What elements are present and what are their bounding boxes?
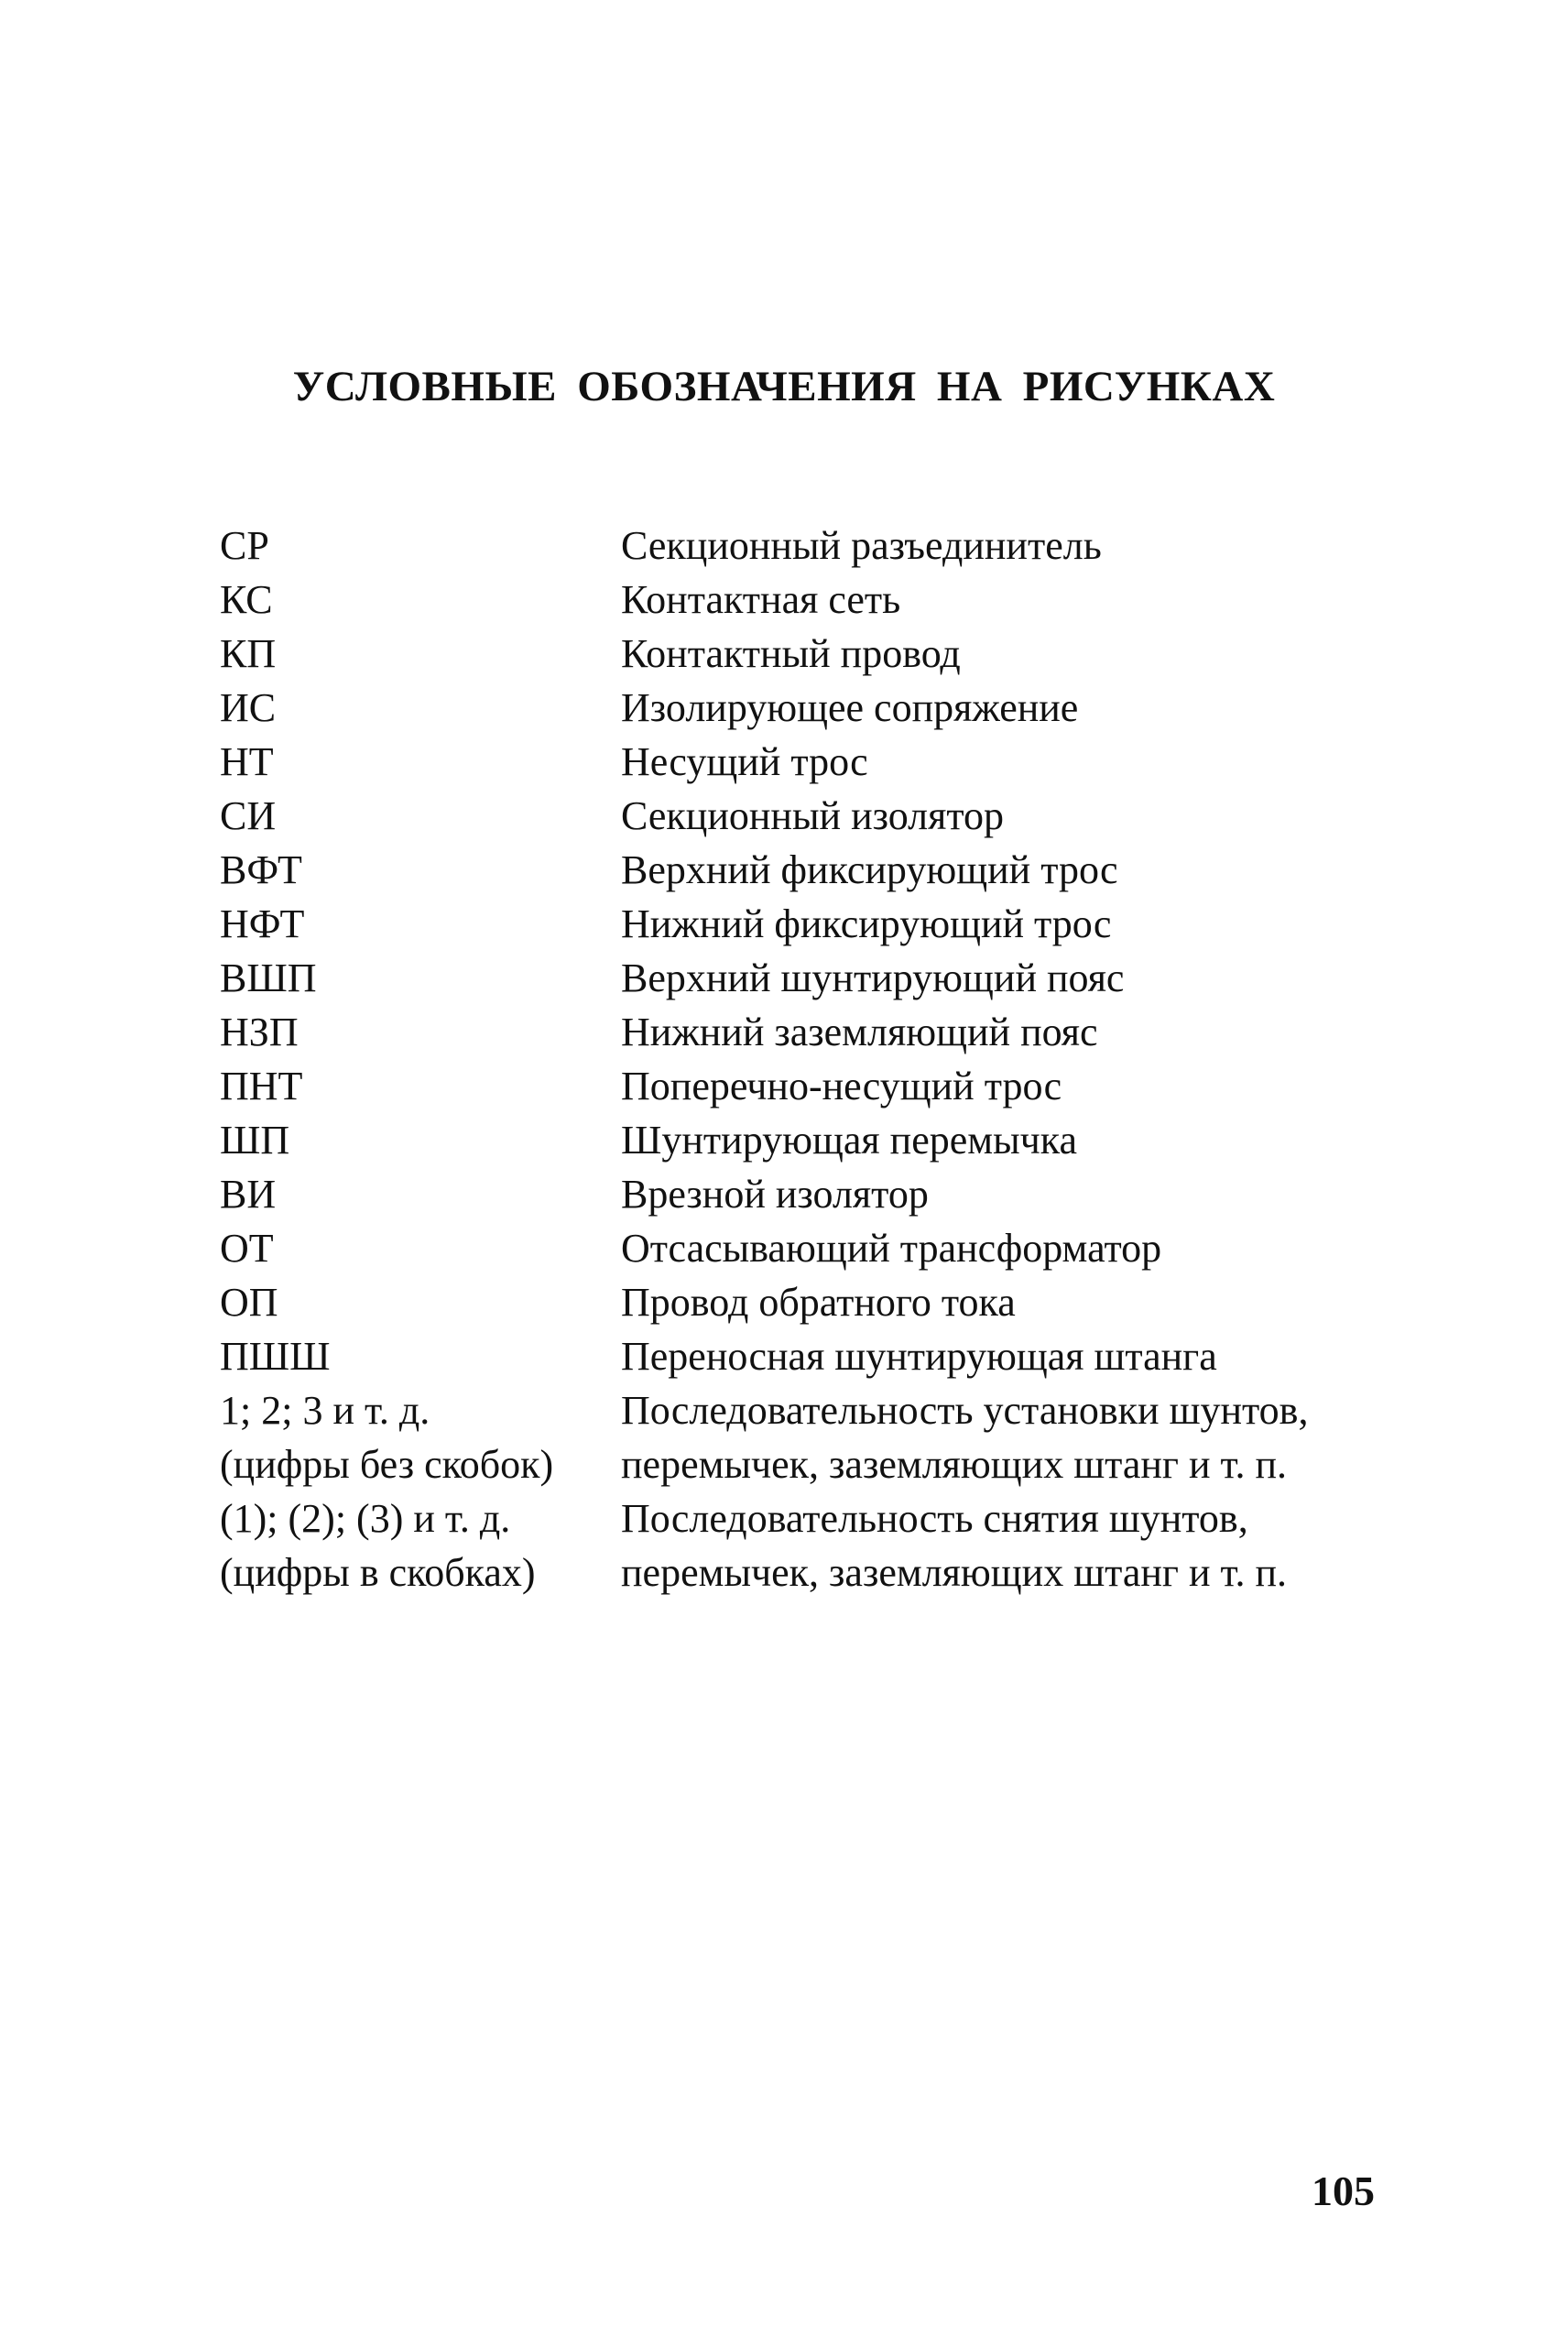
note-description-line: Последовательность установки шунтов, [621,1388,1309,1433]
legend-abbreviation: НФТ [220,901,305,946]
note-description-line: Последовательность снятия шунтов, [621,1496,1248,1541]
legend-row [220,1059,1345,1113]
legend-description: Нижний фиксирующий трос [621,901,1112,946]
page-number: 105 [1312,2168,1375,2214]
legend-description: Секционный изолятор [621,793,1005,838]
legend-note-abbreviation [220,1383,621,1491]
legend-abbreviation: КС [220,577,273,622]
legend-note-description [621,1491,1345,1600]
legend-description: Шунтирующая перемычка [621,1118,1078,1163]
legend-abbreviation: ИС [220,685,277,730]
legend-description: Несущий трос [621,739,868,784]
legend-row [220,1221,1345,1275]
legend-abbreviation: НТ [220,739,274,784]
legend-row [220,897,1345,951]
note-abbreviation-line: (цифры без скобок) [220,1442,554,1487]
legend-description: Переносная шунтирующая штанга [621,1334,1217,1379]
legend-note-description [621,1383,1345,1491]
legend-abbreviation: ОП [220,1280,278,1325]
legend-description: Верхний шунтирующий пояс [621,956,1125,1000]
note-abbreviation-line: (цифры в скобках) [220,1550,536,1595]
note-abbreviation-line: (1); (2); (3) и т. д. [220,1496,511,1541]
legend-description: Верхний фиксирующий трос [621,847,1118,892]
legend-row [220,573,1345,627]
legend-row [220,1005,1345,1059]
legend-description: Секционный разъединитель [621,523,1102,568]
legend-abbreviation: СР [220,523,269,568]
legend-row [220,1329,1345,1383]
legend-abbreviation: ВИ [220,1172,277,1217]
legend-note-row [220,1383,1345,1491]
note-description-line: перемычек, заземляющих штанг и т. п. [621,1550,1287,1595]
note-description-line: перемычек, заземляющих штанг и т. п. [621,1442,1287,1487]
legend-abbreviation: ВФТ [220,847,302,892]
legend-description: Контактный провод [621,631,961,676]
page-title: УСЛОВНЫЕ ОБОЗНАЧЕНИЯ НА РИСУНКАХ [292,363,1276,410]
legend-row [220,1275,1345,1329]
legend-abbreviation: СИ [220,793,277,838]
legend-description: Отсасывающий трансформатор [621,1226,1162,1271]
legend-list [220,519,1345,1600]
legend-abbreviation: ВШП [220,956,317,1000]
legend-description: Врезной изолятор [621,1172,929,1217]
legend-abbreviation: КП [220,631,277,676]
legend-row [220,843,1345,897]
legend-row [220,789,1345,843]
legend-abbreviation: НЗП [220,1010,299,1054]
legend-abbreviation: ПНТ [220,1064,303,1108]
legend-abbreviation: ШП [220,1118,290,1163]
note-abbreviation-line: 1; 2; 3 и т. д. [220,1388,430,1433]
legend-note-abbreviation [220,1491,621,1600]
legend-note-row [220,1491,1345,1600]
legend-description: Провод обратного тока [621,1280,1016,1325]
legend-description: Нижний заземляющий пояс [621,1010,1098,1054]
legend-row [220,681,1345,735]
legend-row [220,519,1345,573]
legend-row [220,1167,1345,1221]
legend-description: Изолирующее сопряжение [621,685,1079,730]
legend-abbreviation: ОТ [220,1226,274,1271]
legend-row [220,951,1345,1005]
legend-row [220,1113,1345,1167]
legend-row [220,735,1345,789]
legend-row [220,627,1345,681]
legend-description: Контактная сеть [621,577,901,622]
legend-description: Поперечно-несущий трос [621,1064,1062,1108]
legend-abbreviation: ПШШ [220,1334,331,1379]
